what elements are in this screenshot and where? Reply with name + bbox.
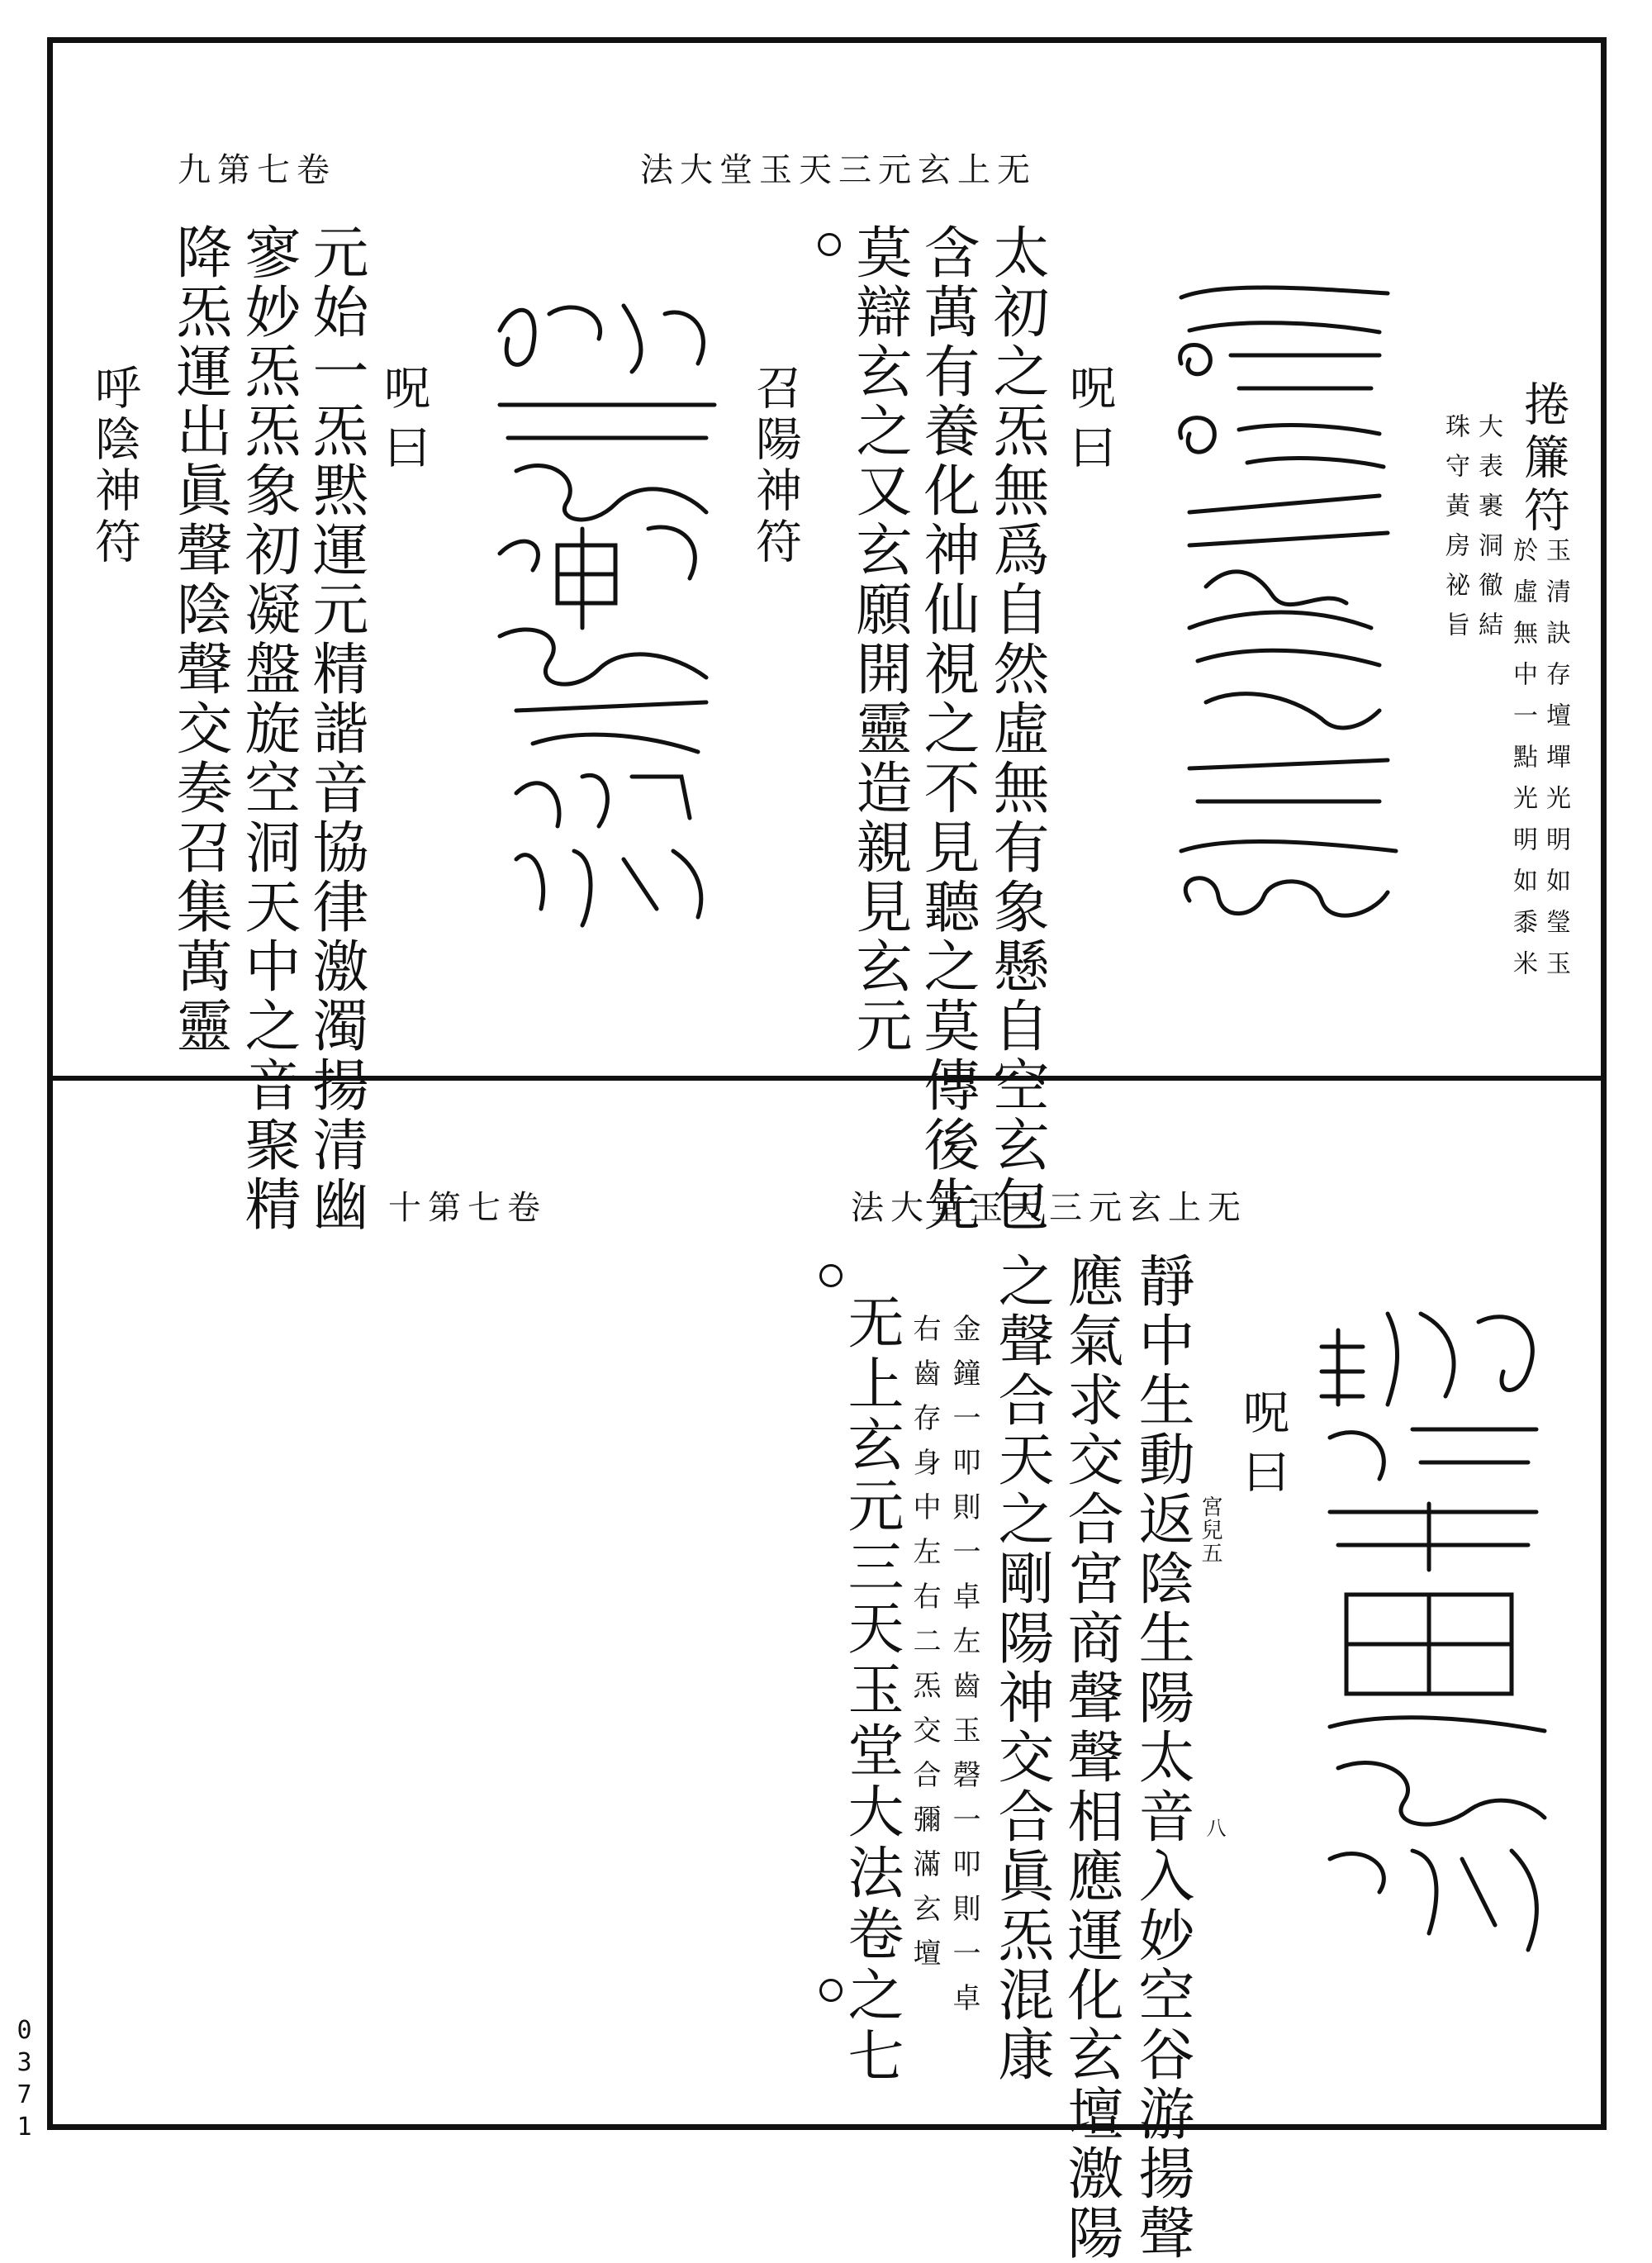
incantation-3-note: 宮兒五 <box>1198 1495 1222 1565</box>
incantation-1-line-3: 莫辯玄之又玄願開靈造親見玄元 <box>847 223 912 1056</box>
incantation-3-line-1: 靜中生動返陰生陽太音入妙空谷游揚聲 <box>1129 1252 1194 2263</box>
margin-mark: 八 <box>1203 1818 1226 1837</box>
section-marker-circle <box>818 233 841 256</box>
talisman-1-note-1: 玉清訣存壇墠光明如瑩玉 <box>1541 537 1570 991</box>
incantation-3-line-3: 之聲合天之剛陽神交合眞炁混康 <box>989 1252 1054 2085</box>
talisman-4-seal-image <box>1313 1297 1553 1983</box>
incantation-3-instruction-2: 右齒存身中左右二炁交合彌滿玄壇 <box>908 1314 941 1983</box>
bottom-running-volume <box>388 1181 547 1229</box>
incantation-1-label: 呪曰 <box>1062 364 1116 483</box>
talisman-2-seal-image <box>483 281 731 942</box>
closing-marker-circle-bottom <box>819 1979 843 2002</box>
incantation-2-label: 呪曰 <box>377 364 430 483</box>
talisman-1-name: 捲簾符 <box>1517 380 1570 539</box>
incantation-1-line-1: 太初之炁無爲自然虛無有象懸自空玄包 <box>984 223 1049 1234</box>
top-header-title: 无上玄元三天玉堂大法 <box>640 151 1037 189</box>
talisman-2-name: 召陽神符 <box>748 364 802 568</box>
talisman-1-note-2: 於虛無中一點光明如黍米 <box>1508 537 1537 991</box>
talisman-1-note-4: 珠守黃房祕旨 <box>1441 413 1469 651</box>
incantation-2-line-1: 元始一炁黙運元精諧音協律激濁揚清幽 <box>303 223 368 1234</box>
page-number: 0371 <box>10 2016 39 2145</box>
top-running-header <box>640 144 1037 191</box>
incantation-2-line-2: 寥妙炁炁象初凝盤旋空洞天中之音聚精 <box>235 223 301 1234</box>
talisman-1-note-3: 大表裹洞徹結 <box>1474 413 1502 651</box>
closing-marker-circle-top <box>819 1264 843 1287</box>
incantation-3-label: 呪曰 <box>1236 1388 1289 1507</box>
talisman-1-seal-image <box>1156 273 1412 958</box>
incantation-3-instruction-1: 金鐘一叩則一卓左齒玉磬一叩則一卓 <box>947 1314 980 2028</box>
incantation-1-line-2: 含萬有養化神仙視之不見聽之莫傳後先 <box>914 223 980 1234</box>
closing-title: 无上玄元三天玉堂大法卷之七 <box>838 1293 904 2088</box>
bottom-running-header <box>851 1181 1247 1229</box>
bottom-header-volume: 卷七第十 <box>388 1189 547 1227</box>
top-running-volume <box>178 144 336 191</box>
bottom-header-title: 无上玄元三天玉堂大法 <box>851 1189 1247 1227</box>
incantation-2-line-3: 降炁運出眞聲陰聲交奏召集萬靈 <box>167 223 232 1056</box>
talisman-3-name: 呼陰神符 <box>88 364 141 568</box>
top-header-volume: 卷七第九 <box>178 151 336 189</box>
incantation-3-line-2: 應氣求交合宮商聲聲相應運化玄壇激陽 <box>1058 1252 1123 2263</box>
